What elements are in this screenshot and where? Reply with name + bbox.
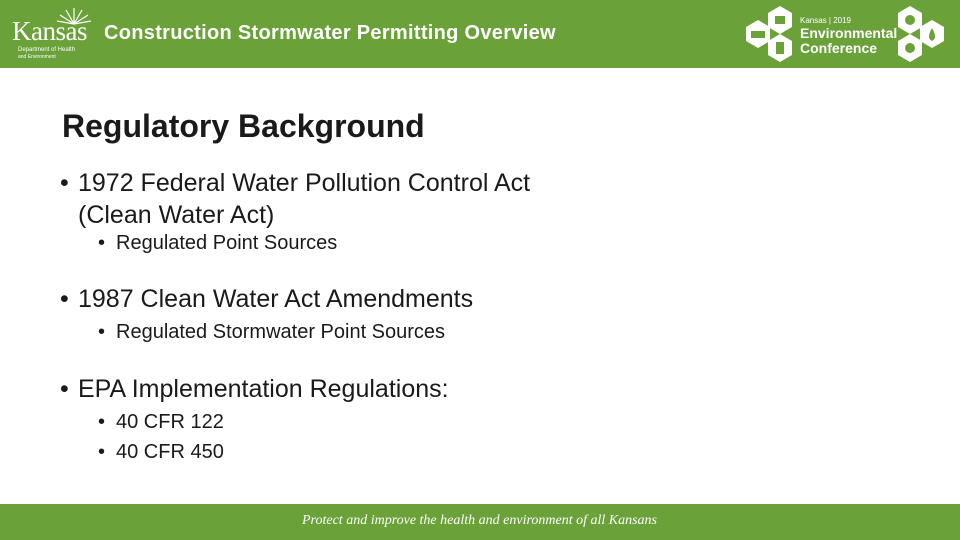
kdhe-logo: [8, 6, 96, 62]
footer-bar: [0, 504, 960, 540]
sub-bullet-1-1: • Regulated Point Sources: [98, 232, 338, 254]
header-title: Construction Stormwater Permitting Overview: [104, 22, 556, 44]
bullet-3-line1: EPA Implementation Regulations:: [78, 375, 449, 403]
sub-bullet-text: 40 CFR 450: [116, 441, 224, 463]
sub-bullet-text: Regulated Stormwater Point Sources: [116, 321, 446, 343]
bullet-2: [60, 283, 473, 315]
conference-logo: [742, 6, 952, 62]
conference-text: [800, 16, 897, 56]
conference-name-line1: Environmental: [800, 25, 898, 41]
bullet-1-line2: (Clean Water Act): [78, 201, 275, 229]
conference-name-line2: Conference: [800, 40, 878, 56]
footer-tagline: Protect and improve the health and environment of all Kansans: [302, 513, 658, 528]
kansas-wordmark: Kansas: [12, 16, 87, 46]
bullet-2-line1: 1987 Clean Water Act Amendments: [78, 285, 474, 313]
sub-bullet-2-1: • Regulated Stormwater Point Sources: [98, 321, 446, 343]
slide-title: Regulatory Background: [62, 108, 425, 144]
header-bar: [0, 0, 960, 68]
bullet-1-line1: 1972 Federal Water Pollution Control Act: [78, 169, 531, 197]
conference-year: Kansas | 2019: [800, 16, 852, 25]
bullet-3: [60, 373, 449, 405]
bullet-dot: •: [60, 285, 69, 313]
kdhe-line1: Department of Health: [18, 47, 76, 53]
bullet-dot: •: [60, 375, 69, 403]
bullet-1: [60, 167, 530, 231]
sub-bullet-text: Regulated Point Sources: [116, 232, 338, 254]
sub-bullet-text: 40 CFR 122: [116, 411, 224, 433]
bullet-dot: •: [60, 169, 69, 197]
kdhe-line2: and Environment: [18, 54, 56, 60]
sub-bullet-3-1: • 40 CFR 122: [98, 411, 224, 433]
sub-bullet-3-2: • 40 CFR 450: [98, 441, 224, 463]
